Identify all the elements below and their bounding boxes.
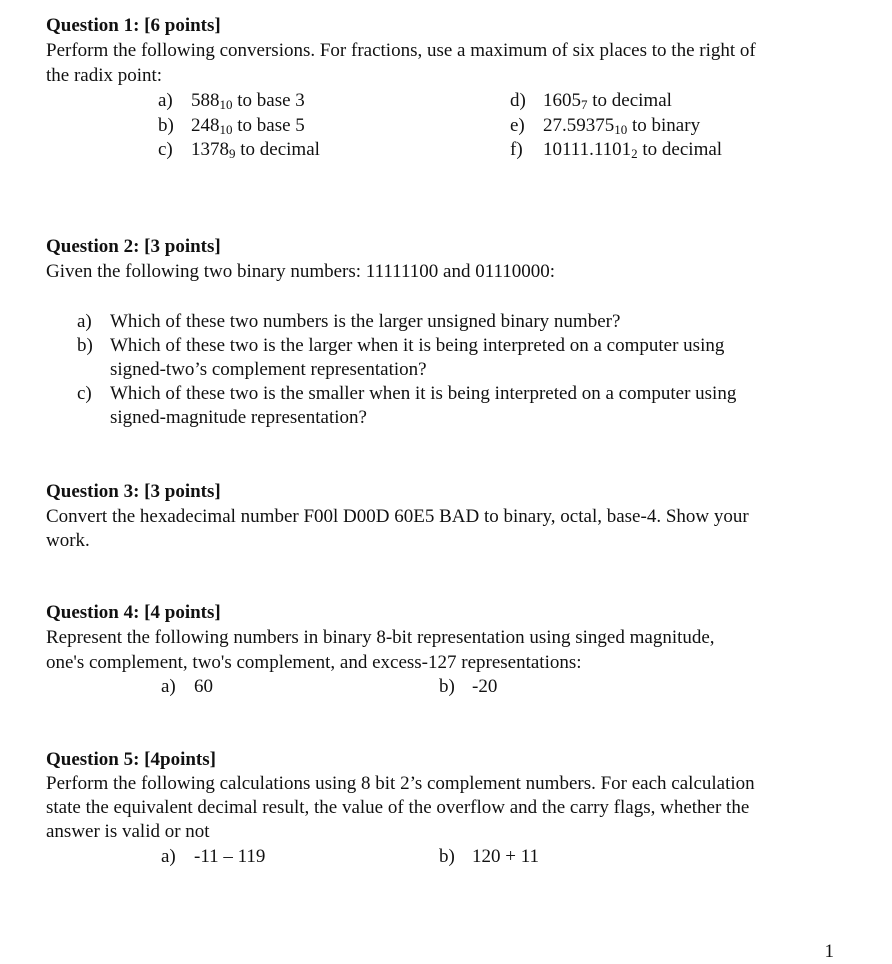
q5-instruction-line-2: state the equivalent decimal result, the value of the overflow and the carry flags, whether the: [46, 797, 750, 818]
q5-heading: Question 5: [4points]: [46, 749, 216, 770]
q4-instruction-line-1: Represent the following numbers in binary 8-bit representation using singed magnitude,: [46, 627, 715, 648]
q1-item-b: b) $248_{10}$ to base 5: [158, 115, 305, 137]
q5-instruction-line-3: answer is valid or not: [46, 821, 210, 842]
q2-item-c: c) Which of these two is the smaller when it is being interpreted on a computer using: [77, 383, 737, 404]
q1-item-c: c) $1378_9$ to decimal: [158, 139, 320, 161]
q1-item-e: e) $27.59375_{10}$ to binary: [510, 115, 701, 137]
q2-heading: Question 2: [3 points]: [46, 236, 221, 257]
q4-instruction-line-2: one's complement, two's complement, and excess-127 representations:: [46, 652, 582, 673]
q5-instruction-line-1: Perform the following calculations using 8 bit 2’s complement numbers. For each calculation: [46, 773, 755, 794]
q2-instruction: Given the following two binary numbers: 11111100 and 01110000:: [46, 261, 556, 282]
q1-item-a: a) $588_{10}$ to base 3: [158, 90, 305, 112]
q2-item-b: b) Which of these two is the larger when it is being interpreted on a computer using: [77, 335, 725, 356]
q3-instruction-line-1: Convert the hexadecimal number F00l D00D 60E5 BAD to binary, octal, base-4. Show your: [46, 506, 749, 527]
q1-instruction-line-2: the radix point:: [46, 65, 163, 86]
q1-instruction-line-1: Perform the following conversions. For fractions, use a maximum of six places to the right of: [46, 40, 756, 61]
q3-instruction-line-2: work.: [46, 530, 90, 551]
q4-heading: Question 4: [4 points]: [46, 602, 221, 623]
q4-item-a: a) 60: [161, 676, 213, 697]
q2-item-b-cont: signed-two’s complement representation?: [110, 359, 427, 380]
q2-item-a: a) Which of these two numbers is the larger unsigned binary number?: [77, 311, 621, 332]
page-number: 1: [824, 941, 834, 962]
q5-item-b: b) 120 + 11: [439, 846, 540, 867]
q1-item-f: f) $10111.1101_2$ to decimal: [510, 139, 723, 161]
q1-heading: Question 1: [6 points]: [46, 15, 221, 36]
q3-heading: Question 3: [3 points]: [46, 481, 221, 502]
q1-item-d: d) $1605_7$ to decimal: [510, 90, 672, 112]
q2-item-c-cont: signed-magnitude representation?: [110, 407, 367, 428]
q4-item-b: b) -20: [439, 676, 498, 697]
q5-item-a: a) -11 – 119: [161, 846, 266, 867]
